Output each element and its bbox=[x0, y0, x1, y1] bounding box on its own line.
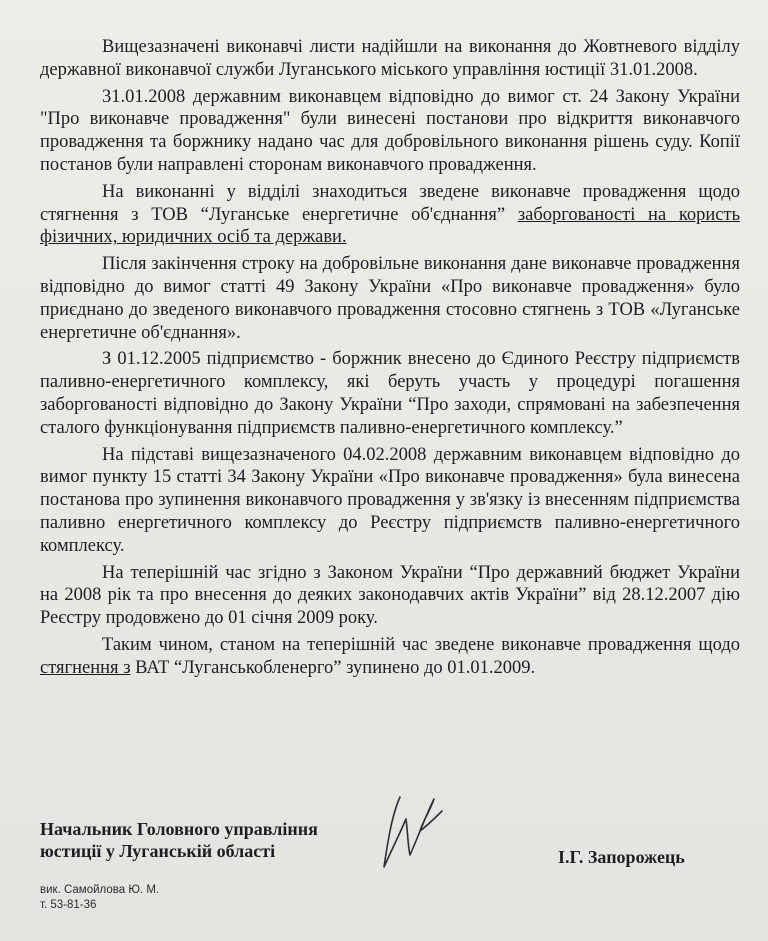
paragraph-8-after: ВАТ “Луганськобленерго” зупинено до 01.01.2009. bbox=[130, 657, 536, 678]
paragraph-6: На підставі вищезазначеного 04.02.2008 державним виконавцем відповідно до вимог пункту 15 статті 34 Закону України «Про виконавче провадження» була винесена постанова про зупинення виконавчого провадження у зв'язку із внесенням підприємства паливно енергетичного комплексу до Реєстру підприємств паливно-енергетичного комплексу. bbox=[40, 444, 740, 556]
paragraph-3 bbox=[40, 181, 740, 249]
paragraph-8 bbox=[40, 634, 740, 680]
document-body bbox=[40, 36, 740, 684]
position-line-2: юстиції у Луганській області bbox=[40, 841, 276, 861]
paragraph-3-text: На виконанні у відділі знаходиться зведене виконавче провадження щодо стягнення з ТОВ “Луганське енергетичне об'єднання” bbox=[40, 181, 740, 225]
paragraph-1: Вищезазначені виконавчі листи надійшли на виконання до Жовтневого відділу державної виконавчої служби Луганського міського управління юстиції 31.01.2008. bbox=[40, 37, 740, 80]
paragraph-7: На теперішній час згідно з Законом України “Про державний бюджет України на 2008 рік та про внесення до деяких законодавчих актів України” від 28.12.2007 дію Реєстру продовжено до 01 січня 2009 року. bbox=[40, 562, 740, 629]
executor-name: вик. Самойлова Ю. М. bbox=[40, 884, 160, 896]
signer-name: І.Г. Запорожець bbox=[558, 847, 685, 867]
paragraph-4: Після закінчення строку на добровільне виконання дане виконавче провадження відповідно до вимог статті 49 Закону України «Про виконавче провадження» було приєднано до зведеного виконавчого провадження стосовно стягнень з ТОВ «Луганське енергетичне об'єднання». bbox=[40, 254, 740, 343]
paragraph-8-underlined: стягнення з bbox=[40, 657, 131, 678]
signature-position bbox=[40, 818, 318, 862]
paragraph-3-underlined: заборгованості на користь фізичних, юридичних осіб та держави. bbox=[40, 204, 741, 248]
handwritten-signature bbox=[370, 785, 470, 875]
paragraph-8-text: Таким чином, станом на теперішній час зведене виконавче провадження щодо bbox=[102, 634, 740, 655]
position-line-1: Начальник Головного управління bbox=[40, 819, 318, 839]
paragraph-2: 31.01.2008 державним виконавцем відповідно до вимог ст. 24 Закону України "Про виконавче провадження" були винесені постанови про відкриття виконавчого провадження та боржнику надано час для добровільного виконання рішень суду. Копії постанов були направлені сторонам виконавчого провадження. bbox=[40, 86, 740, 175]
executor-info bbox=[40, 883, 159, 913]
paragraph-5: З 01.12.2005 підприємство - боржник внесено до Єдиного Реєстру підприємств паливно-енергетичного комплексу, які беруть участь у процедурі погашення заборгованості відповідно до Закону України “Про заходи, спрямовані на забезпечення сталого функціонування підприємств паливно-енергетичного комплексу.” bbox=[40, 349, 740, 438]
executor-phone: т. 53-81-36 bbox=[40, 899, 97, 911]
